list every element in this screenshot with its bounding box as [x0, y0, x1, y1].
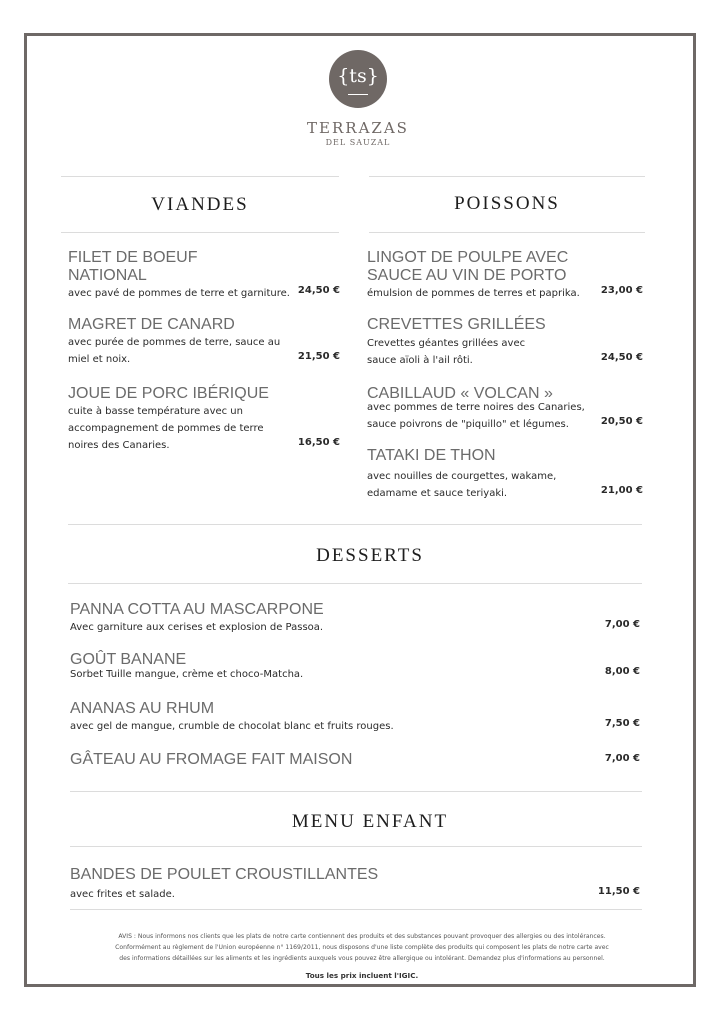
dish-name: NATIONAL	[68, 267, 147, 284]
dish-price: 7,00 €	[604, 753, 640, 764]
dish-description: Avec garniture aux cerises et explosion de Passoa.	[70, 622, 324, 633]
dish-description: émulsion de pommes de terres et paprika.	[367, 288, 580, 299]
divider	[61, 176, 339, 177]
brand-name: TERRAZAS	[307, 119, 409, 137]
section-title-desserts: DESSERTS	[316, 545, 424, 566]
dish-name: SAUCE AU VIN DE PORTO	[367, 267, 567, 284]
dish-description: avec gel de mangue, crumble de chocolat blanc et fruits rouges.	[70, 721, 394, 732]
dish-description: sauce aïoli à l'ail rôti.	[367, 355, 473, 366]
brand-subtitle: DEL SAUZAL	[325, 138, 391, 147]
dish-price: 8,00 €	[604, 666, 640, 677]
section-title-poissons: POISSONS	[454, 193, 560, 214]
dish-description: noires des Canaries.	[68, 440, 170, 451]
dish-description: avec purée de pommes de terre, sauce au	[68, 337, 281, 348]
dish-price: 16,50 €	[297, 437, 340, 448]
dish-name: BANDES DE POULET CROUSTILLANTES	[70, 866, 379, 883]
dish-price: 23,00 €	[600, 285, 643, 296]
logo-text: {ts}	[337, 65, 379, 87]
dish-price: 21,50 €	[297, 351, 340, 362]
notice-line: des informations détaillées sur les aliments et les ingrédients auxquels vous pouvez être allergique ou intolérant. Demandez plus d'informations au personnel.	[119, 955, 605, 962]
notice-line: AVIS : Nous informons nos clients que les plats de notre carte contiennent des produits et des substances pouvant provoquer des allergies ou des intolérances.	[118, 933, 606, 940]
dish-name: CABILLAUD « VOLCAN »	[367, 385, 553, 402]
dish-price: 21,00 €	[600, 485, 643, 496]
dish-description: avec nouilles de courgettes, wakame,	[367, 471, 557, 482]
dish-description: cuite à basse température avec un	[68, 406, 243, 417]
dish-description: avec pommes de terre noires des Canaries,	[367, 402, 585, 413]
dish-description: avec pavé de pommes de terre et garniture.	[68, 288, 290, 299]
dish-name: FILET DE BOEUF	[68, 249, 198, 266]
dish-name: CREVETTES GRILLÉES	[367, 316, 546, 333]
dish-name: PANNA COTTA AU MASCARPONE	[70, 601, 324, 618]
dish-description: avec frites et salade.	[70, 889, 175, 900]
tax-note: Tous les prix incluent l'IGIC.	[305, 971, 419, 980]
section-title-viandes: VIANDES	[151, 194, 249, 215]
divider	[61, 232, 339, 233]
dish-description: sauce poivrons de "piquillo" et légumes.	[367, 419, 569, 430]
dish-description: Sorbet Tuille mangue, crème et choco-Matcha.	[70, 669, 304, 680]
notice-line: Conformément au règlement de l'Union européenne n° 1169/2011, nous disposons d'une liste complète des produits qui composent les plats de notre carte avec	[115, 944, 609, 951]
divider	[70, 909, 642, 910]
dish-name: TATAKI DE THON	[367, 447, 496, 464]
divider	[369, 176, 645, 177]
dish-price: 20,50 €	[600, 416, 643, 427]
dish-price: 24,50 €	[297, 285, 340, 296]
divider	[68, 583, 642, 584]
dish-description: edamame et sauce teriyaki.	[367, 488, 508, 499]
dish-description: Crevettes géantes grillées avec	[367, 338, 526, 349]
dish-name: LINGOT DE POULPE AVEC	[367, 249, 569, 266]
dish-price: 7,00 €	[604, 619, 640, 630]
dish-name: JOUE DE PORC IBÉRIQUE	[68, 385, 269, 402]
dish-name: GOÛT BANANE	[70, 651, 187, 668]
dish-price: 11,50 €	[597, 886, 640, 897]
dish-name: MAGRET DE CANARD	[68, 316, 235, 333]
divider	[68, 524, 642, 525]
dish-price: 24,50 €	[600, 352, 643, 363]
dish-name: GÂTEAU AU FROMAGE FAIT MAISON	[70, 751, 353, 768]
divider	[70, 846, 642, 847]
allergen-notice	[60, 931, 664, 964]
dish-price: 7,50 €	[604, 718, 640, 729]
logo	[329, 50, 387, 108]
dish-name: ANANAS AU RHUM	[70, 700, 215, 717]
dish-description: accompagnement de pommes de terre	[68, 423, 264, 434]
dish-description: miel et noix.	[68, 354, 131, 365]
divider	[70, 791, 642, 792]
divider	[369, 232, 645, 233]
section-title-menu-enfant: MENU ENFANT	[291, 811, 449, 832]
